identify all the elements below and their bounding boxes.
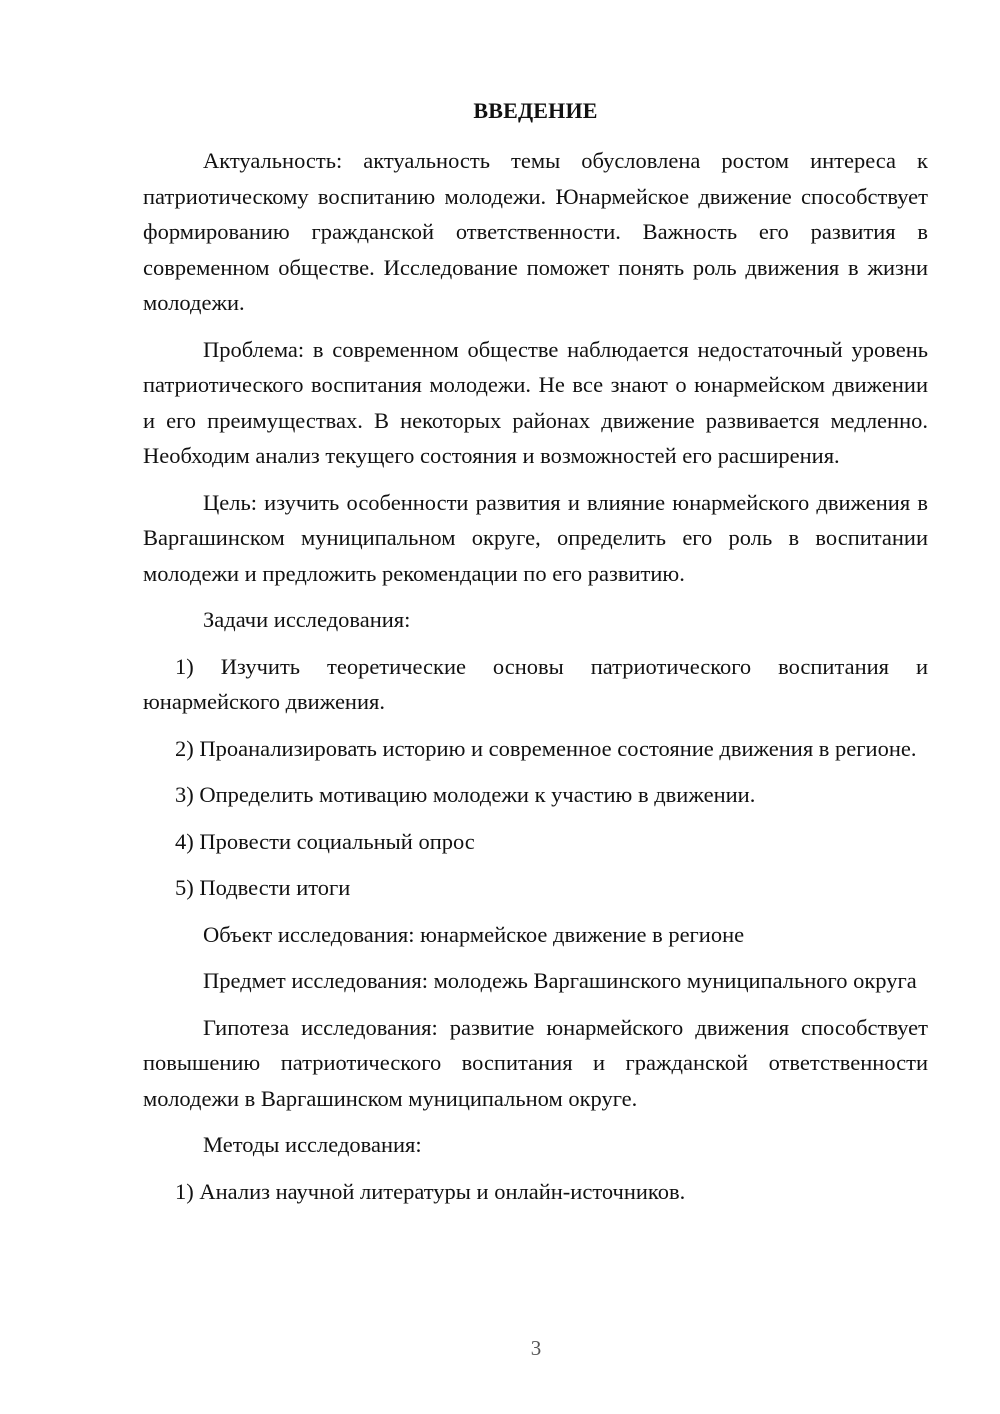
list-item-task-5: 5) Подвести итоги: [175, 875, 351, 900]
paragraph-problem: Проблема: в современном обществе наблюдается недостаточный уровень патриотического воспитания молодежи. Не все знают о юнармейском движении и его преимуществах. В некоторых районах движение развивается медленно. Необходим анализ текущего состояния и возможностей его расширения.: [143, 336, 928, 468]
list-item-method-1: 1) Анализ научной литературы и онлайн-источников.: [175, 1178, 686, 1204]
paragraph-hypothesis: Гипотеза исследования: развитие юнармейского движения способствует повышению патриотического воспитания и гражданской ответственности молодежи в Варгашинском муниципальном округе.: [143, 1014, 928, 1111]
section-title: ВВЕДЕНИЕ: [473, 98, 598, 123]
paragraph-relevance: Актуальность: актуальность темы обусловлена ростом интереса к патриотическому воспитанию молодежи. Юнармейское движение способствует формированию гражданской ответственности. Важность его развития в современном обществе. Исследование поможет понять роль движения в жизни молодежи.: [143, 148, 928, 315]
paragraph-subject: Предмет исследования: молодежь Варгашинского муниципального округа: [203, 968, 917, 993]
paragraph-methods-heading: Методы исследования:: [203, 1132, 422, 1157]
list-item-task-4: 4) Провести социальный опрос: [175, 828, 475, 854]
paragraph-goal: Цель: изучить особенности развития и влияние юнармейского движения в Варгашинском муниципальном округе, определить его роль в воспитании молодежи и предложить рекомендации по его развитию.: [143, 489, 928, 586]
paragraph-object: Объект исследования: юнармейское движение в регионе: [203, 921, 745, 947]
list-item-task-1: 1) Изучить теоретические основы патриотического воспитания и юнармейского движения.: [143, 653, 928, 714]
page-number: 3: [530, 1336, 542, 1360]
paragraph-tasks-heading: Задачи исследования:: [203, 607, 411, 632]
body-text: [143, 143, 928, 1220]
list-item-task-2: 2) Проанализировать историю и современное состояние движения в регионе.: [175, 735, 917, 761]
list-item-task-3: 3) Определить мотивацию молодежи к участию в движении.: [175, 782, 756, 807]
